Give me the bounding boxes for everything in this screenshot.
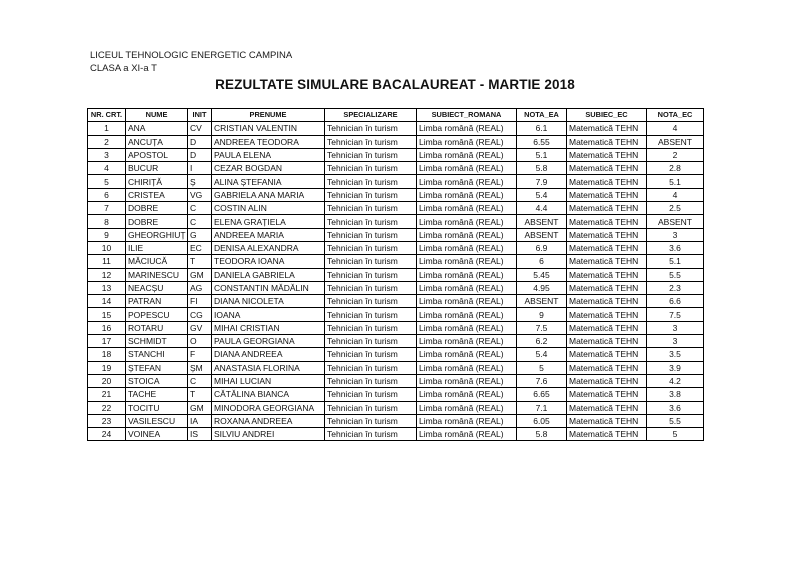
cell-nota-ec: 2.5 [647, 202, 704, 215]
cell-nume: VASILESCU [126, 414, 188, 427]
cell-nota-ec: 3 [647, 335, 704, 348]
cell-subiec-ec: Matematică TEHN [567, 175, 647, 188]
cell-init: D [188, 135, 212, 148]
cell-prenume: CEZAR BOGDAN [212, 162, 325, 175]
cell-nr-crt: 9 [88, 228, 126, 241]
col-header-nota-ec: NOTA_EC [647, 109, 704, 122]
table-row [88, 281, 704, 294]
cell-nume: VOINEA [126, 428, 188, 441]
table-row [88, 148, 704, 161]
cell-subiect-romana: Limba română (REAL) [417, 148, 517, 161]
cell-nota-ea: 5.4 [517, 348, 567, 361]
cell-prenume: ANDREEA TEODORA [212, 135, 325, 148]
cell-nota-ea: 6.2 [517, 335, 567, 348]
cell-nr-crt: 19 [88, 361, 126, 374]
cell-specializare: Tehnician în turism [325, 188, 417, 201]
cell-subiec-ec: Matematică TEHN [567, 162, 647, 175]
cell-nr-crt: 8 [88, 215, 126, 228]
cell-nota-ec: 2.3 [647, 281, 704, 294]
cell-nota-ea: ABSENT [517, 295, 567, 308]
cell-prenume: CRISTIAN VALENTIN [212, 122, 325, 135]
cell-specializare: Tehnician în turism [325, 295, 417, 308]
class-name: CLASA a XI-a T [90, 63, 157, 74]
cell-subiec-ec: Matematică TEHN [567, 135, 647, 148]
col-header-prenume: PRENUME [212, 109, 325, 122]
cell-init: FI [188, 295, 212, 308]
cell-specializare: Tehnician în turism [325, 135, 417, 148]
cell-nota-ea: 7.9 [517, 175, 567, 188]
table-row [88, 374, 704, 387]
cell-nr-crt: 22 [88, 401, 126, 414]
cell-specializare: Tehnician în turism [325, 335, 417, 348]
col-header-nr-crt: NR. CRT. [88, 109, 126, 122]
cell-nota-ea: 5 [517, 361, 567, 374]
table-row [88, 401, 704, 414]
cell-init: EC [188, 241, 212, 254]
cell-nume: ANA [126, 122, 188, 135]
cell-prenume: PAULA GEORGIANA [212, 335, 325, 348]
results-table [87, 108, 704, 441]
cell-subiect-romana: Limba română (REAL) [417, 175, 517, 188]
cell-prenume: TEODORA IOANA [212, 255, 325, 268]
results-table-body [88, 122, 704, 441]
cell-nume: SCHMIDT [126, 335, 188, 348]
cell-nota-ec: 3.6 [647, 241, 704, 254]
cell-nota-ea: 4.4 [517, 202, 567, 215]
cell-specializare: Tehnician în turism [325, 428, 417, 441]
cell-nota-ea: 9 [517, 308, 567, 321]
cell-subiec-ec: Matematică TEHN [567, 374, 647, 387]
cell-nota-ea: 7.5 [517, 321, 567, 334]
cell-specializare: Tehnician în turism [325, 255, 417, 268]
cell-nume: ȘTEFAN [126, 361, 188, 374]
cell-nota-ec: 5.1 [647, 175, 704, 188]
cell-prenume: IOANA [212, 308, 325, 321]
table-row [88, 135, 704, 148]
cell-nr-crt: 5 [88, 175, 126, 188]
cell-nota-ea: 6.05 [517, 414, 567, 427]
cell-nume: DOBRE [126, 215, 188, 228]
cell-subiect-romana: Limba română (REAL) [417, 401, 517, 414]
cell-nume: STANCHI [126, 348, 188, 361]
cell-subiec-ec: Matematică TEHN [567, 228, 647, 241]
cell-specializare: Tehnician în turism [325, 122, 417, 135]
table-row [88, 335, 704, 348]
cell-nume: PATRAN [126, 295, 188, 308]
cell-specializare: Tehnician în turism [325, 374, 417, 387]
cell-nume: NEACȘU [126, 281, 188, 294]
cell-init: GV [188, 321, 212, 334]
cell-subiec-ec: Matematică TEHN [567, 414, 647, 427]
cell-nr-crt: 11 [88, 255, 126, 268]
cell-nota-ec: ABSENT [647, 215, 704, 228]
cell-init: AG [188, 281, 212, 294]
cell-specializare: Tehnician în turism [325, 215, 417, 228]
cell-subiect-romana: Limba română (REAL) [417, 202, 517, 215]
cell-specializare: Tehnician în turism [325, 348, 417, 361]
cell-prenume: ROXANA ANDREEA [212, 414, 325, 427]
cell-nota-ec: 6.6 [647, 295, 704, 308]
cell-subiec-ec: Matematică TEHN [567, 335, 647, 348]
cell-subiect-romana: Limba română (REAL) [417, 255, 517, 268]
cell-nota-ec: 3 [647, 321, 704, 334]
cell-init: CV [188, 122, 212, 135]
col-header-subiec-ec: SUBIEC_EC [567, 109, 647, 122]
cell-nota-ec: 4.2 [647, 374, 704, 387]
cell-init: G [188, 228, 212, 241]
table-row [88, 295, 704, 308]
cell-nr-crt: 1 [88, 122, 126, 135]
cell-nota-ea: 7.6 [517, 374, 567, 387]
cell-nota-ec: ABSENT [647, 135, 704, 148]
cell-subiec-ec: Matematică TEHN [567, 321, 647, 334]
table-row [88, 241, 704, 254]
col-header-nume: NUME [126, 109, 188, 122]
cell-init: T [188, 255, 212, 268]
cell-nota-ec: 2 [647, 148, 704, 161]
cell-init: C [188, 374, 212, 387]
table-row [88, 414, 704, 427]
col-header-subiect-romana: SUBIECT_ROMANA [417, 109, 517, 122]
cell-subiect-romana: Limba română (REAL) [417, 321, 517, 334]
cell-init: VG [188, 188, 212, 201]
cell-subiect-romana: Limba română (REAL) [417, 215, 517, 228]
cell-nr-crt: 15 [88, 308, 126, 321]
cell-subiec-ec: Matematică TEHN [567, 241, 647, 254]
table-row [88, 428, 704, 441]
cell-subiec-ec: Matematică TEHN [567, 255, 647, 268]
cell-nume: CRISTEA [126, 188, 188, 201]
cell-nota-ea: 6.65 [517, 388, 567, 401]
cell-init: GM [188, 268, 212, 281]
page-title: REZULTATE SIMULARE BACALAUREAT - MARTIE 2018 [215, 77, 575, 92]
cell-prenume: DENISA ALEXANDRA [212, 241, 325, 254]
col-header-init: INIT [188, 109, 212, 122]
cell-nume: ILIE [126, 241, 188, 254]
cell-nota-ec: 3.6 [647, 401, 704, 414]
cell-subiec-ec: Matematică TEHN [567, 308, 647, 321]
cell-nume: MARINESCU [126, 268, 188, 281]
table-row [88, 215, 704, 228]
cell-nr-crt: 12 [88, 268, 126, 281]
cell-nota-ec: 4 [647, 188, 704, 201]
cell-subiec-ec: Matematică TEHN [567, 361, 647, 374]
cell-nume: TOCITU [126, 401, 188, 414]
cell-nota-ec: 2.8 [647, 162, 704, 175]
cell-subiect-romana: Limba română (REAL) [417, 281, 517, 294]
cell-specializare: Tehnician în turism [325, 268, 417, 281]
cell-nr-crt: 21 [88, 388, 126, 401]
cell-prenume: PAULA ELENA [212, 148, 325, 161]
cell-nota-ea: 5.4 [517, 188, 567, 201]
col-header-specializare: SPECIALIZARE [325, 109, 417, 122]
cell-nota-ec: 3.8 [647, 388, 704, 401]
cell-nume: CHIRIȚĂ [126, 175, 188, 188]
school-name: LICEUL TEHNOLOGIC ENERGETIC CAMPINA [90, 50, 293, 61]
cell-subiect-romana: Limba română (REAL) [417, 162, 517, 175]
cell-nume: TACHE [126, 388, 188, 401]
cell-nr-crt: 23 [88, 414, 126, 427]
cell-subiect-romana: Limba română (REAL) [417, 361, 517, 374]
cell-nume: APOSTOL [126, 148, 188, 161]
cell-init: T [188, 388, 212, 401]
cell-nr-crt: 3 [88, 148, 126, 161]
cell-subiect-romana: Limba română (REAL) [417, 241, 517, 254]
cell-subiect-romana: Limba română (REAL) [417, 188, 517, 201]
cell-prenume: DANIELA GABRIELA [212, 268, 325, 281]
cell-nota-ec: 5.5 [647, 414, 704, 427]
cell-nr-crt: 17 [88, 335, 126, 348]
cell-nume: STOICA [126, 374, 188, 387]
cell-subiect-romana: Limba română (REAL) [417, 122, 517, 135]
table-row [88, 202, 704, 215]
cell-nota-ea: 6.9 [517, 241, 567, 254]
cell-nr-crt: 14 [88, 295, 126, 308]
cell-prenume: CĂTĂLINA BIANCA [212, 388, 325, 401]
table-row [88, 361, 704, 374]
cell-nota-ea: 7.1 [517, 401, 567, 414]
cell-specializare: Tehnician în turism [325, 175, 417, 188]
cell-subiec-ec: Matematică TEHN [567, 148, 647, 161]
cell-nr-crt: 24 [88, 428, 126, 441]
table-row [88, 228, 704, 241]
cell-nume: POPESCU [126, 308, 188, 321]
cell-specializare: Tehnician în turism [325, 148, 417, 161]
cell-nota-ea: 6 [517, 255, 567, 268]
col-header-nota-ea: NOTA_EA [517, 109, 567, 122]
cell-subiect-romana: Limba română (REAL) [417, 374, 517, 387]
cell-nota-ea: 5.8 [517, 428, 567, 441]
cell-prenume: DIANA ANDREEA [212, 348, 325, 361]
cell-nota-ec: 5.1 [647, 255, 704, 268]
table-row [88, 188, 704, 201]
cell-init: Ș [188, 175, 212, 188]
cell-prenume: ELENA GRAȚIELA [212, 215, 325, 228]
cell-subiect-romana: Limba română (REAL) [417, 335, 517, 348]
cell-specializare: Tehnician în turism [325, 162, 417, 175]
cell-subiec-ec: Matematică TEHN [567, 215, 647, 228]
cell-subiect-romana: Limba română (REAL) [417, 135, 517, 148]
cell-subiect-romana: Limba română (REAL) [417, 308, 517, 321]
table-row [88, 175, 704, 188]
cell-nota-ea: 5.45 [517, 268, 567, 281]
table-row [88, 162, 704, 175]
cell-nota-ea: 6.55 [517, 135, 567, 148]
cell-init: CG [188, 308, 212, 321]
cell-nume: DOBRE [126, 202, 188, 215]
cell-init: IS [188, 428, 212, 441]
table-row [88, 268, 704, 281]
cell-nume: GHEORGHIUȚ [126, 228, 188, 241]
table-row [88, 388, 704, 401]
cell-subiec-ec: Matematică TEHN [567, 202, 647, 215]
cell-prenume: DIANA NICOLETA [212, 295, 325, 308]
cell-specializare: Tehnician în turism [325, 241, 417, 254]
cell-nr-crt: 16 [88, 321, 126, 334]
cell-specializare: Tehnician în turism [325, 202, 417, 215]
cell-nume: ANCUȚA [126, 135, 188, 148]
cell-nota-ec: 3.5 [647, 348, 704, 361]
cell-subiect-romana: Limba română (REAL) [417, 388, 517, 401]
cell-init: I [188, 162, 212, 175]
cell-prenume: ANASTASIA FLORINA [212, 361, 325, 374]
cell-nr-crt: 4 [88, 162, 126, 175]
cell-subiec-ec: Matematică TEHN [567, 295, 647, 308]
cell-nota-ec: 4 [647, 122, 704, 135]
cell-nume: BUCUR [126, 162, 188, 175]
cell-nume: ROTARU [126, 321, 188, 334]
cell-nume: MĂCIUCĂ [126, 255, 188, 268]
cell-prenume: ALINA ȘTEFANIA [212, 175, 325, 188]
cell-subiec-ec: Matematică TEHN [567, 122, 647, 135]
cell-nr-crt: 10 [88, 241, 126, 254]
table-row [88, 255, 704, 268]
cell-prenume: MIHAI CRISTIAN [212, 321, 325, 334]
table-row [88, 122, 704, 135]
cell-specializare: Tehnician în turism [325, 321, 417, 334]
cell-subiec-ec: Matematică TEHN [567, 388, 647, 401]
cell-init: F [188, 348, 212, 361]
cell-specializare: Tehnician în turism [325, 308, 417, 321]
cell-prenume: CONSTANTIN MĂDĂLIN [212, 281, 325, 294]
cell-nota-ec: 5.5 [647, 268, 704, 281]
cell-nota-ea: 5.8 [517, 162, 567, 175]
cell-prenume: COSTIN ALIN [212, 202, 325, 215]
cell-subiec-ec: Matematică TEHN [567, 188, 647, 201]
table-row [88, 308, 704, 321]
cell-nota-ec: 7.5 [647, 308, 704, 321]
cell-init: O [188, 335, 212, 348]
cell-nr-crt: 6 [88, 188, 126, 201]
cell-subiect-romana: Limba română (REAL) [417, 295, 517, 308]
cell-subiec-ec: Matematică TEHN [567, 401, 647, 414]
cell-nota-ec: 5 [647, 428, 704, 441]
cell-subiect-romana: Limba română (REAL) [417, 428, 517, 441]
cell-specializare: Tehnician în turism [325, 414, 417, 427]
cell-nota-ea: 4.95 [517, 281, 567, 294]
cell-nota-ea: 5.1 [517, 148, 567, 161]
cell-specializare: Tehnician în turism [325, 361, 417, 374]
cell-nr-crt: 7 [88, 202, 126, 215]
cell-subiec-ec: Matematică TEHN [567, 428, 647, 441]
cell-init: ȘM [188, 361, 212, 374]
cell-subiect-romana: Limba română (REAL) [417, 228, 517, 241]
cell-prenume: MIHAI LUCIAN [212, 374, 325, 387]
cell-subiect-romana: Limba română (REAL) [417, 348, 517, 361]
cell-subiect-romana: Limba română (REAL) [417, 414, 517, 427]
cell-subiec-ec: Matematică TEHN [567, 281, 647, 294]
cell-subiec-ec: Matematică TEHN [567, 348, 647, 361]
cell-nota-ec: 3 [647, 228, 704, 241]
cell-subiect-romana: Limba română (REAL) [417, 268, 517, 281]
cell-nr-crt: 20 [88, 374, 126, 387]
cell-nota-ec: 3.9 [647, 361, 704, 374]
cell-prenume: SILVIU ANDREI [212, 428, 325, 441]
cell-nota-ea: ABSENT [517, 228, 567, 241]
cell-nr-crt: 18 [88, 348, 126, 361]
cell-prenume: GABRIELA ANA MARIA [212, 188, 325, 201]
cell-specializare: Tehnician în turism [325, 281, 417, 294]
table-row [88, 348, 704, 361]
table-header-row [88, 109, 704, 122]
cell-specializare: Tehnician în turism [325, 401, 417, 414]
cell-prenume: ANDREEA MARIA [212, 228, 325, 241]
cell-prenume: MINODORA GEORGIANA [212, 401, 325, 414]
cell-nr-crt: 2 [88, 135, 126, 148]
cell-specializare: Tehnician în turism [325, 388, 417, 401]
cell-init: C [188, 202, 212, 215]
cell-init: IA [188, 414, 212, 427]
cell-nr-crt: 13 [88, 281, 126, 294]
cell-subiec-ec: Matematică TEHN [567, 268, 647, 281]
cell-init: D [188, 148, 212, 161]
cell-init: C [188, 215, 212, 228]
cell-nota-ea: ABSENT [517, 215, 567, 228]
cell-init: GM [188, 401, 212, 414]
cell-nota-ea: 6.1 [517, 122, 567, 135]
table-row [88, 321, 704, 334]
cell-specializare: Tehnician în turism [325, 228, 417, 241]
